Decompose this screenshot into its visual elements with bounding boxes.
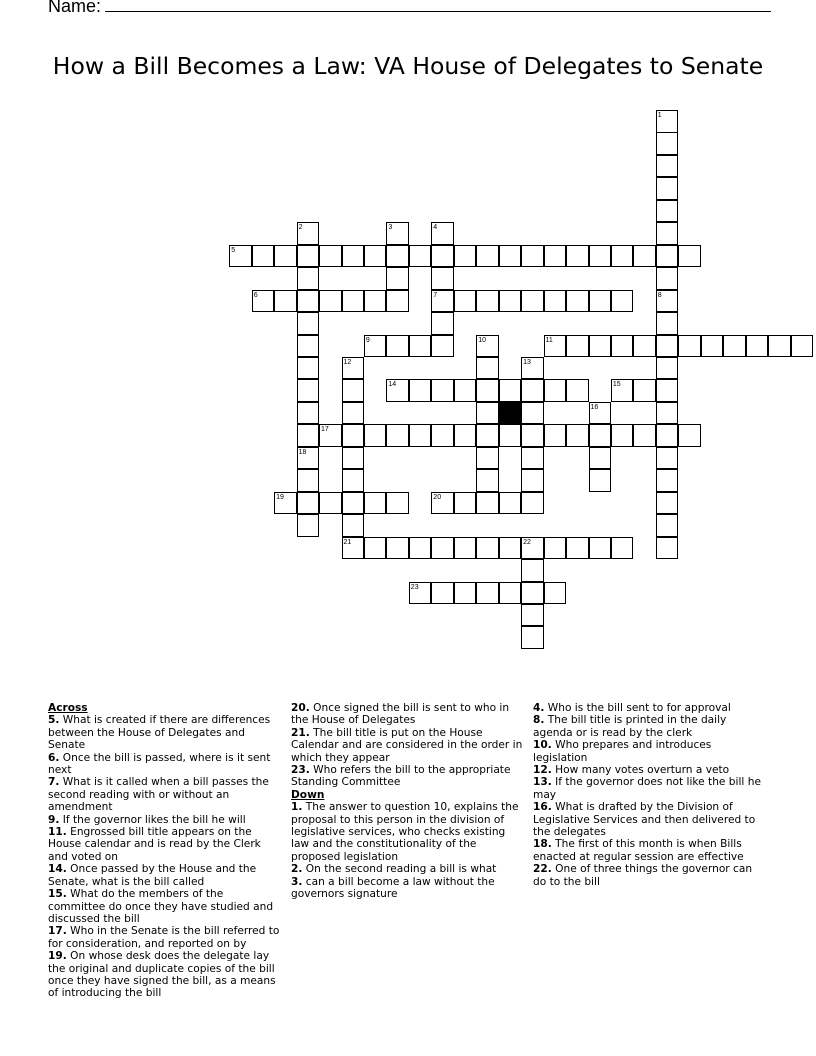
crossword-cell[interactable] [566,290,589,313]
crossword-cell[interactable] [678,245,701,268]
crossword-cell[interactable] [454,379,477,402]
clue-number: 2. [291,863,303,876]
down-clue [533,776,765,801]
crossword-cell[interactable] [656,222,679,245]
crossword-cell[interactable] [656,200,679,223]
clue-number: 9. [48,813,60,826]
clue-text: What is created if there are differences between the House of Delegates and Senate [48,714,271,752]
crossword-cell[interactable] [431,290,454,313]
crossword-cell[interactable] [521,424,544,447]
crossword-cell[interactable] [656,379,679,402]
cell-number: 6 [253,291,258,299]
crossword-cell[interactable] [297,379,320,402]
crossword-cell[interactable] [521,469,544,492]
cell-number: 8 [657,291,662,299]
crossword-cell[interactable] [297,514,320,537]
crossword-cell[interactable] [521,604,544,627]
crossword-cell[interactable] [566,537,589,560]
cell-number: 20 [433,493,442,501]
clue-number: 14. [48,863,67,876]
crossword-cell[interactable] [431,335,454,358]
across-clue [48,776,280,813]
crossword-cell[interactable] [431,537,454,560]
crossword-cell[interactable] [431,267,454,290]
crossword-cell[interactable] [431,222,454,245]
crossword-cell[interactable] [723,335,746,358]
crossword-cell[interactable] [274,492,297,515]
crossword-cell[interactable] [476,492,499,515]
crossword-cell[interactable] [431,245,454,268]
crossword-cell[interactable] [454,245,477,268]
clue-text: What is drafted by the Division of Legislative Services and then delivered to the delegates [533,801,756,839]
clue-number: 19. [48,950,67,963]
clue-number: 7. [48,776,60,789]
crossword-cell[interactable] [499,245,522,268]
clue-text: On the second reading a bill is what [302,863,497,876]
crossword-cell[interactable] [364,245,387,268]
crossword-cell[interactable] [521,537,544,560]
crossword-cell[interactable] [566,245,589,268]
crossword-cell[interactable] [566,424,589,447]
clue-text: One of three things the governor can do to the bill [533,863,753,888]
clue-number: 10. [533,739,552,752]
crossword-cell[interactable] [656,267,679,290]
crossword-cell[interactable] [656,155,679,178]
clue-number: 22. [533,863,552,876]
clue-number: 4. [533,702,545,714]
clue-text: can a bill become a law without the governors signature [291,875,495,901]
crossword-cell[interactable] [544,245,567,268]
clue-text: Who prepares and introduces legislation [533,739,712,764]
cell-number: 10 [478,336,486,344]
crossword-cell[interactable] [476,424,499,447]
crossword-cell[interactable] [589,290,612,313]
clue-text: How many votes overturn a veto [551,764,730,777]
crossword-cell[interactable] [297,245,320,268]
crossword-cell[interactable] [386,335,409,358]
clue-column-2 [291,702,523,901]
crossword-cell[interactable] [297,312,320,335]
crossword-cell[interactable] [476,357,499,380]
crossword-cell[interactable] [319,492,342,515]
cell-number: 4 [433,224,438,232]
crossword-cell[interactable] [454,424,477,447]
crossword-cell[interactable] [386,267,409,290]
down-clue [533,838,765,863]
across-clue [291,702,523,727]
crossword-cell[interactable] [342,245,365,268]
crossword-cell[interactable] [476,469,499,492]
crossword-cell[interactable] [342,537,365,560]
crossword-cell[interactable] [499,424,522,447]
down-clue [533,863,765,888]
crossword-cell[interactable] [454,582,477,605]
down-clue [533,801,765,838]
clue-text: Once signed the bill is sent to who in the House of Delegates [291,702,510,727]
crossword-cell[interactable] [611,379,634,402]
crossword-cell[interactable] [611,335,634,358]
clue-number: 17. [48,925,67,938]
cell-number: 2 [298,224,303,232]
crossword-cell[interactable] [768,335,791,358]
crossword-cell[interactable] [386,245,409,268]
crossword-cell[interactable] [386,290,409,313]
down-heading: Down [291,788,325,801]
clue-number: 16. [533,801,552,814]
clue-text: Engrossed bill title appears on the House calendar and is read by the Clerk and voted on [48,826,261,863]
crossword-cell[interactable] [589,335,612,358]
crossword-cell[interactable] [297,335,320,358]
cell-number: 9 [365,336,370,344]
crossword-cell[interactable] [476,335,499,358]
down-clue [291,863,523,875]
crossword-cell[interactable] [431,312,454,335]
crossword-cell[interactable] [342,469,365,492]
crossword-cell[interactable] [791,335,814,358]
clue-text: Once passed by the House and the Senate, what is the bill called [48,863,257,888]
crossword-cell[interactable] [431,379,454,402]
crossword-cell[interactable] [633,424,656,447]
crossword-cell[interactable] [409,537,432,560]
crossword-cell[interactable] [521,582,544,605]
cell-number: 23 [410,583,419,591]
crossword-cell[interactable] [454,290,477,313]
clue-number: 15. [48,888,67,901]
cell-number: 21 [343,538,352,546]
clue-text: The bill title is put on the House Calendar and are considered in the order in which they appear [291,726,523,764]
clue-text: If the governor does not like the bill he may [533,776,761,801]
crossword-cell[interactable] [656,177,679,200]
crossword-cell[interactable] [589,402,612,425]
crossword-cell[interactable] [342,357,365,380]
cell-number: 1 [657,112,662,119]
across-clue [48,714,280,751]
clue-number: 6. [48,751,60,764]
crossword-cell[interactable] [431,424,454,447]
crossword-cell[interactable] [476,290,499,313]
crossword-cell[interactable] [656,537,679,560]
crossword-cell[interactable] [342,424,365,447]
across-heading: Across [48,702,88,714]
crossword-cell[interactable] [499,537,522,560]
crossword-cell[interactable] [274,245,297,268]
crossword-cell[interactable] [521,626,544,649]
crossword-cell[interactable] [342,447,365,470]
crossword-cell[interactable] [611,424,634,447]
across-clue [48,888,280,925]
across-clue [291,764,523,789]
crossword-cell[interactable] [544,582,567,605]
crossword-cell[interactable] [476,245,499,268]
across-clue [48,925,280,950]
clue-number: 13. [533,776,552,789]
cell-number: 16 [590,403,599,411]
across-clue [48,826,280,863]
crossword-cell[interactable] [656,402,679,425]
clue-text: What do the members of the committee do once they have studied and discussed the bill [48,888,274,925]
crossword-cell[interactable] [364,492,387,515]
clue-number: 11. [48,826,67,839]
clue-text: Who refers the bill to the appropriate Standing Committee [291,764,511,789]
clue-number: 21. [291,726,310,739]
page-title: How a Bill Becomes a Law: VA House of Delegates to Senate [52,52,764,80]
clue-text: The bill title is printed in the daily agenda or is read by the clerk [533,714,727,739]
across-clue [48,863,280,888]
crossword-cell[interactable] [476,402,499,425]
cell-number: 19 [276,493,284,501]
crossword-cell[interactable] [364,335,387,358]
crossword-cell[interactable] [656,245,679,268]
clue-text: Once the bill is passed, where is it sent next [48,751,271,777]
crossword-cell[interactable] [386,424,409,447]
crossword-cell[interactable] [229,245,252,268]
crossword-cell[interactable] [589,537,612,560]
crossword-cell[interactable] [364,290,387,313]
clue-text: On whose desk does the delegate lay the original and duplicate copies of the bill once they have signed the bill, as a means of introducing the bill [48,950,276,1000]
crossword-cell[interactable] [342,514,365,537]
name-blank[interactable] [105,0,771,12]
cell-number: 15 [612,381,621,389]
clue-text: What is it called when a bill passes the second reading with or without an amendment [48,776,269,814]
cell-number: 18 [298,448,307,456]
crossword-cell[interactable] [656,110,679,133]
crossword-cell[interactable] [544,335,567,358]
crossword-cell[interactable] [656,492,679,515]
crossword-cell[interactable] [656,132,679,155]
name-label: Name: [48,0,102,16]
crossword-cell[interactable] [656,514,679,537]
cell-number: 12 [343,358,352,366]
crossword-cell[interactable] [409,245,432,268]
clue-number: 8. [533,714,545,727]
clue-text: Who in the Senate is the bill referred to for consideration, and reported on by [48,925,280,950]
clue-number: 23. [291,764,310,777]
crossword-cell[interactable] [342,379,365,402]
crossword-cell[interactable] [566,335,589,358]
crossword-cell[interactable] [521,447,544,470]
crossword-cell[interactable] [544,290,567,313]
clue-column-3 [533,702,765,888]
crossword-cell[interactable] [656,447,679,470]
clue-number: 5. [48,714,60,727]
clue-text: If the governor likes the bill he will [59,813,246,826]
cell-number: 17 [321,426,329,434]
clue-number: 12. [533,764,552,777]
cell-number: 22 [523,538,531,546]
crossword-cell[interactable] [746,335,769,358]
cell-number: 13 [523,358,531,366]
across-clue [291,727,523,764]
down-clue [533,702,765,714]
crossword-cell[interactable] [589,424,612,447]
crossword-cell[interactable] [633,335,656,358]
crossword-cell[interactable] [521,402,544,425]
crossword-cell[interactable] [364,537,387,560]
crossword-cell[interactable] [566,379,589,402]
crossword-cell[interactable] [297,402,320,425]
crossword-cell[interactable] [656,335,679,358]
cell-number: 14 [388,381,397,389]
crossword-cell[interactable] [386,379,409,402]
crossword-cell[interactable] [409,582,432,605]
crossword-cell[interactable] [297,492,320,515]
crossword-cell[interactable] [521,492,544,515]
crossword-cell[interactable] [342,290,365,313]
clue-number: 18. [533,838,552,851]
crossword-cell[interactable] [499,492,522,515]
crossword-cell[interactable] [656,290,679,313]
crossword-cell[interactable] [589,245,612,268]
crossword-cell[interactable] [297,447,320,470]
clue-text: The first of this month is when Bills enacted at regular session are effective [533,838,744,863]
crossword-cell[interactable] [454,537,477,560]
cell-number: 11 [545,336,553,344]
crossword-cell[interactable] [521,245,544,268]
crossword-cell[interactable] [701,335,724,358]
crossword-cell[interactable] [274,290,297,313]
crossword-cell[interactable] [499,582,522,605]
crossword-cell[interactable] [476,537,499,560]
cell-number: 3 [388,224,393,232]
crossword-cell[interactable] [476,447,499,470]
crossword-cell[interactable] [476,582,499,605]
across-clue [48,814,280,826]
crossword-cell[interactable] [521,357,544,380]
crossword-cell[interactable] [589,447,612,470]
crossword-cell[interactable] [678,424,701,447]
clue-text: Who is the bill sent to for approval [544,702,731,714]
across-clue [48,752,280,777]
crossword-cell[interactable] [297,469,320,492]
down-clue [291,801,523,863]
across-clue [48,950,280,1000]
clue-number: 20. [291,702,310,714]
crossword-cell[interactable] [252,290,275,313]
crossword-cell[interactable] [319,290,342,313]
crossword-cell[interactable] [656,469,679,492]
crossword-cell[interactable] [589,469,612,492]
crossword-cell[interactable] [297,357,320,380]
crossword-cell[interactable] [656,357,679,380]
crossword-cell[interactable] [386,222,409,245]
crossword-cell[interactable] [633,245,656,268]
crossword-cell[interactable] [656,312,679,335]
crossword-cell[interactable] [521,559,544,582]
crossword-cell[interactable] [297,267,320,290]
crossword-cell[interactable] [409,335,432,358]
crossword-cell[interactable] [521,290,544,313]
clue-number: 1. [291,801,303,814]
crossword-cell[interactable] [409,379,432,402]
name-line [48,0,771,17]
down-clue [533,764,765,776]
crossword-cell[interactable] [431,492,454,515]
crossword-cell[interactable] [544,424,567,447]
clue-column-1 [48,702,280,1000]
crossword-cell[interactable] [499,379,522,402]
crossword-cell[interactable] [431,582,454,605]
crossword-cell[interactable] [633,379,656,402]
crossword-cell[interactable] [544,379,567,402]
crossword-cell[interactable] [342,492,365,515]
crossword-cell[interactable] [297,290,320,313]
crossword-cell[interactable] [364,424,387,447]
clue-number: 3. [291,875,303,888]
cell-number: 7 [433,291,438,299]
crossword-cell[interactable] [521,379,544,402]
crossword-cell[interactable] [297,222,320,245]
crossword-block-cell [499,402,522,425]
crossword-cell[interactable] [319,245,342,268]
crossword-cell[interactable] [252,245,275,268]
crossword-cell[interactable] [342,402,365,425]
crossword-cell[interactable] [611,245,634,268]
crossword-cell[interactable] [297,424,320,447]
clue-text: The answer to question 10, explains the proposal to this person in the division of legislative services, who checks existing law and the constitutionality of the proposed legislation [291,801,519,863]
crossword-cell[interactable] [409,424,432,447]
crossword-cell[interactable] [476,379,499,402]
down-clue [533,714,765,739]
crossword-cell[interactable] [678,335,701,358]
cell-number: 5 [231,246,236,254]
crossword-cell[interactable] [386,537,409,560]
crossword-cell[interactable] [319,424,342,447]
crossword-cell[interactable] [454,492,477,515]
crossword-cell[interactable] [544,537,567,560]
crossword-cell[interactable] [499,290,522,313]
down-clue [533,739,765,764]
crossword-cell[interactable] [386,492,409,515]
crossword-cell[interactable] [611,290,634,313]
crossword-cell[interactable] [611,537,634,560]
crossword-cell[interactable] [656,424,679,447]
down-clue [291,876,523,901]
